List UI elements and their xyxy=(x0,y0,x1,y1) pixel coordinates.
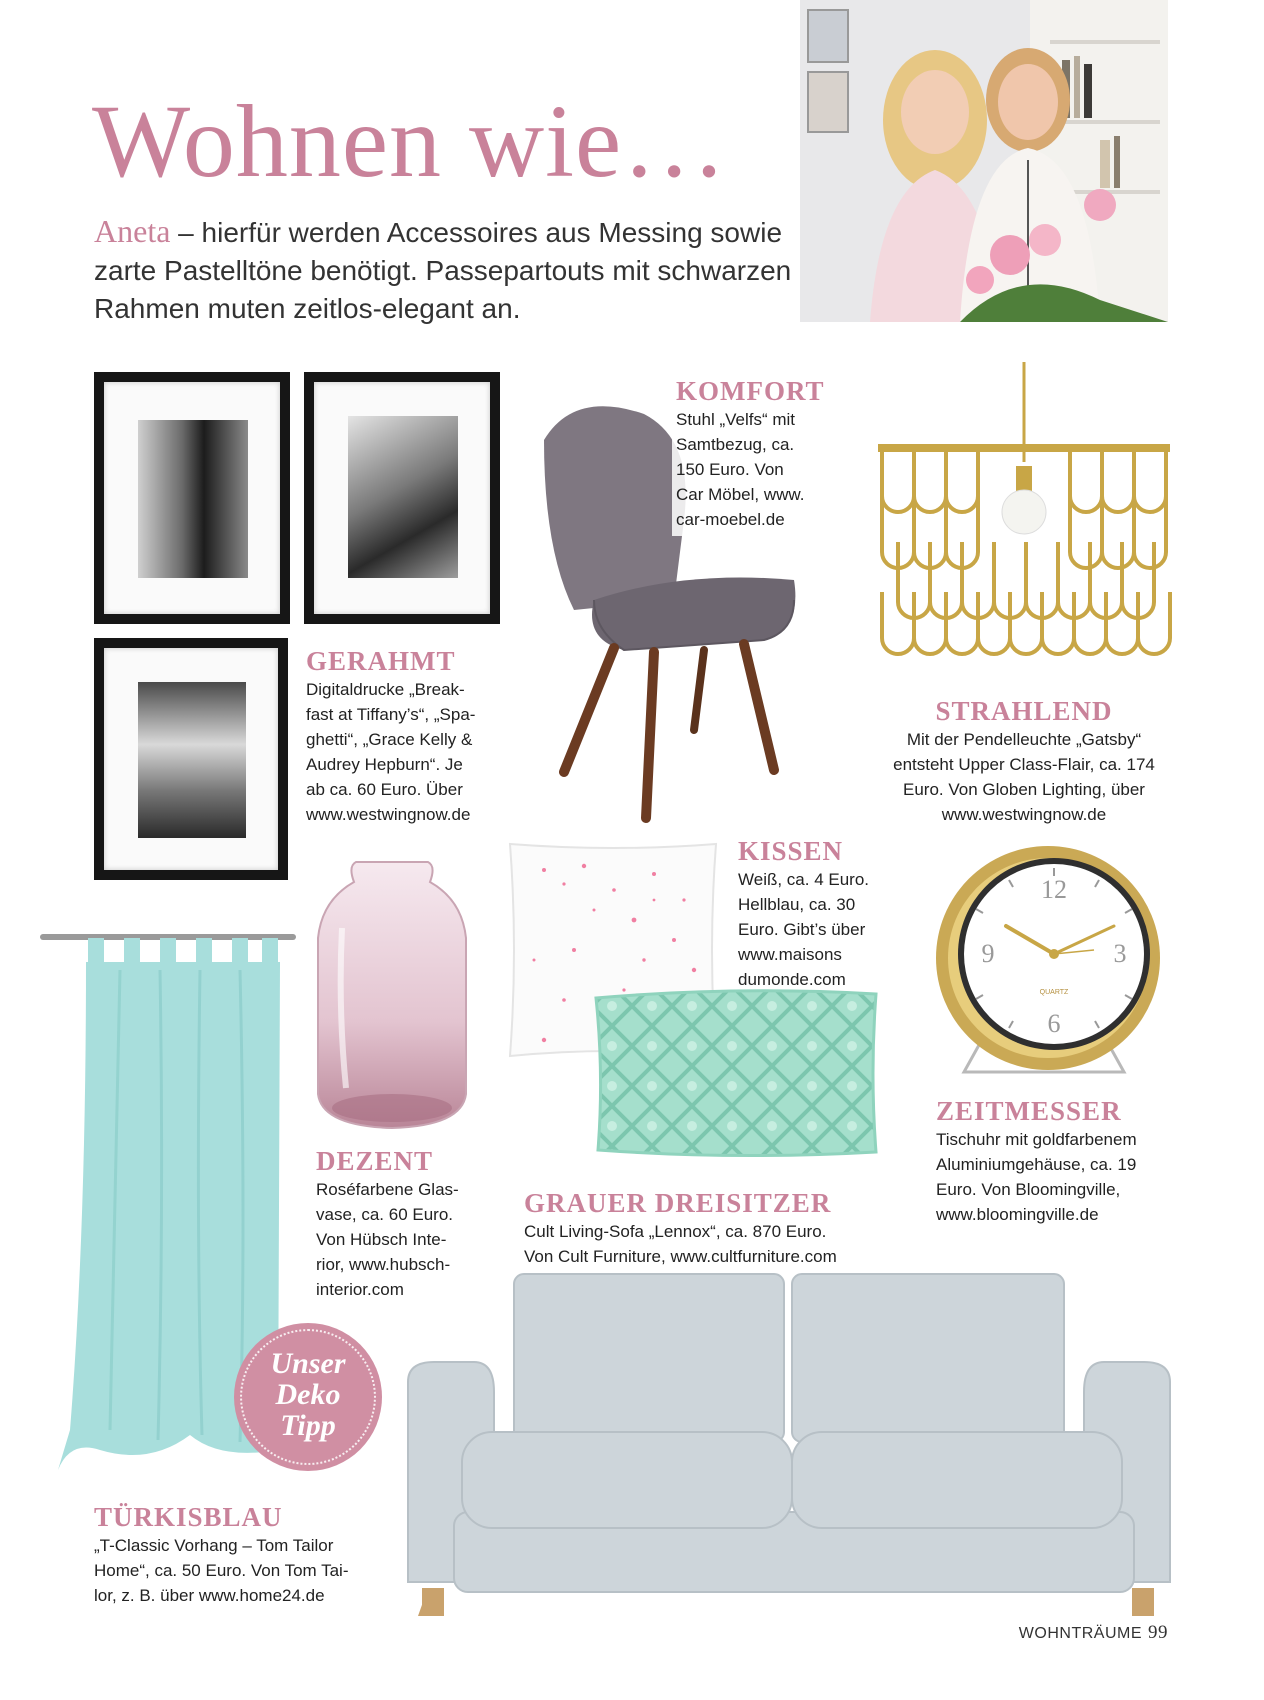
product-gerahmt xyxy=(306,646,516,827)
product-line: Samtbezug, ca. xyxy=(676,435,795,454)
table-clock-image xyxy=(924,846,1170,1086)
product-kissen xyxy=(738,836,908,992)
product-line: Von Cult Furniture, www.cultfurniture.com xyxy=(524,1247,837,1266)
product-strahlend xyxy=(874,696,1174,827)
clock-numeral-12: 12 xyxy=(1041,875,1067,904)
product-heading: DEZENT xyxy=(316,1146,434,1176)
product-heading: TÜRKISBLAU xyxy=(94,1502,283,1532)
product-line: Euro. Von Globen Lighting, über xyxy=(903,780,1145,799)
product-line: ghetti“, „Grace Kelly & xyxy=(306,730,473,749)
photo-women-portrait xyxy=(800,0,1168,322)
product-line: Euro. Gibt’s über xyxy=(738,920,866,939)
product-line: „T-Classic Vorhang – Tom Tailor xyxy=(94,1536,334,1555)
product-line: Digitaldrucke „Break- xyxy=(306,680,465,699)
product-line: Weiß, ca. 4 Euro. xyxy=(738,870,870,889)
product-line: Stuhl „Velfs“ mit xyxy=(676,410,796,429)
glass-vase-image xyxy=(312,858,472,1132)
framed-print-spaghetti xyxy=(304,372,500,624)
product-line: rior, www.hubsch- xyxy=(316,1255,451,1274)
sofa-lennox-image xyxy=(404,1272,1174,1616)
product-heading: ZEITMESSER xyxy=(936,1096,1122,1126)
product-line: vase, ca. 60 Euro. xyxy=(316,1205,454,1224)
cushion-mint-macrame-image xyxy=(592,986,880,1160)
magazine-name: WOHNTRÄUME xyxy=(1018,1625,1142,1642)
product-heading: KOMFORT xyxy=(676,376,825,406)
framed-print-breakfast-at-tiffanys xyxy=(94,372,290,624)
product-line: Aluminiumgehäuse, ca. 19 xyxy=(936,1155,1137,1174)
page-footer xyxy=(1019,1622,1168,1644)
intro-name: Aneta xyxy=(94,213,171,249)
clock-numeral-6: 6 xyxy=(1047,1009,1061,1038)
product-line: lor, z. B. über www.home24.de xyxy=(94,1586,325,1605)
print-image xyxy=(348,416,458,578)
product-line: fast at Tiffany’s“, „Spa- xyxy=(306,705,476,724)
product-line: entsteht Upper Class-Flair, ca. 174 xyxy=(893,755,1155,774)
product-dreisitzer xyxy=(524,1188,904,1269)
product-line: car-moebel.de xyxy=(676,510,785,529)
print-image xyxy=(138,682,246,838)
clock-numeral-9: 9 xyxy=(981,939,995,968)
product-line: www.maisons xyxy=(738,945,842,964)
page-number: 99 xyxy=(1148,1622,1168,1643)
product-heading: STRAHLEND xyxy=(935,696,1113,726)
product-line: Von Hübsch Inte- xyxy=(316,1230,447,1249)
product-line: Mit der Pendelleuchte „Gatsby“ xyxy=(906,730,1142,749)
product-line: www.westwingnow.de xyxy=(941,805,1107,824)
product-line: Roséfarbene Glas- xyxy=(316,1180,459,1199)
product-line: Home“, ca. 50 Euro. Von Tom Tai- xyxy=(94,1561,349,1580)
product-zeitmesser xyxy=(936,1096,1176,1227)
product-line: 150 Euro. Von xyxy=(676,460,784,479)
badge-line: Deko xyxy=(275,1378,341,1411)
product-line: dumonde.com xyxy=(738,970,846,989)
product-line: interior.com xyxy=(316,1280,404,1299)
product-line: www.bloomingville.de xyxy=(936,1205,1099,1224)
pendant-lamp-gatsby-image xyxy=(874,362,1174,682)
product-heading: GRAUER DREISITZER xyxy=(524,1188,832,1218)
clock-numeral-3: 3 xyxy=(1113,939,1127,968)
deko-tipp-badge xyxy=(234,1323,382,1471)
badge-line: Unser xyxy=(270,1347,346,1380)
product-line: Tischuhr mit goldfarbenem xyxy=(936,1130,1137,1149)
product-komfort xyxy=(672,374,840,536)
product-line: ab ca. 60 Euro. Über xyxy=(306,780,463,799)
product-line: Audrey Hepburn“. Je xyxy=(306,755,463,774)
page-title: Wohnen wie… xyxy=(92,84,728,199)
product-heading: KISSEN xyxy=(738,836,844,866)
product-line: www.westwingnow.de xyxy=(306,805,471,824)
product-heading: GERAHMT xyxy=(306,646,456,676)
product-line: Cult Living-Sofa „Lennox“, ca. 870 Euro. xyxy=(524,1222,827,1241)
intro-text xyxy=(94,212,794,328)
print-image xyxy=(138,420,248,578)
product-tuerkisblau xyxy=(94,1502,394,1608)
clock-brand: QUARTZ xyxy=(1039,989,1069,996)
product-line: Euro. Von Bloomingville, xyxy=(936,1180,1121,1199)
product-line: Car Möbel, www. xyxy=(676,485,805,504)
badge-line: Tipp xyxy=(280,1409,336,1442)
product-line: Hellblau, ca. 30 xyxy=(738,895,856,914)
framed-print-grace-kelly-audrey-hepburn xyxy=(94,638,288,880)
intro-body: – hierfür werden Accessoires aus Messing sowie zarte Pastelltöne benötigt. Passepartouts mit schwarzen Rahmen muten zeitlos-elegant an. xyxy=(94,217,792,324)
